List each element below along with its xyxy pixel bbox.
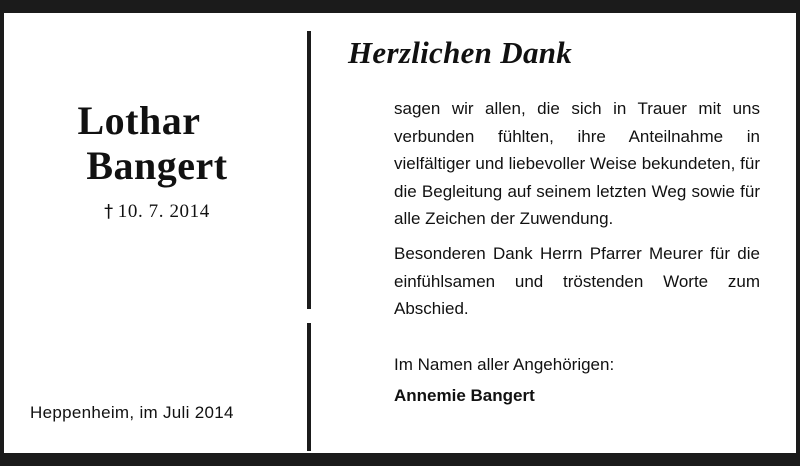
signature: Annemie Bangert: [394, 385, 535, 405]
left-column: [4, 13, 304, 453]
deceased-last-name: Bangert: [86, 142, 228, 188]
death-date-value: 10. 7. 2014: [117, 201, 210, 222]
closing-line: Im Namen aller Angehörigen:: [394, 355, 615, 374]
deceased-first-name: Lothar: [77, 98, 201, 143]
deceased-name: [4, 99, 274, 189]
right-column: [330, 13, 760, 453]
obituary-inner: [4, 13, 796, 453]
place-and-date: Heppenheim, im Juli 2014: [30, 403, 234, 422]
page-title: Herzlichen Dank: [348, 35, 573, 70]
vertical-divider-bottom: [307, 323, 311, 451]
thanks-paragraph-2: Besonderen Dank Herrn Pfarrer Meurer für die einfühlsamen und tröstenden Worte zum Abschied.: [394, 244, 760, 319]
cross-icon: †: [104, 201, 114, 222]
death-date: [4, 201, 292, 223]
vertical-divider-top: [307, 31, 311, 309]
thanks-paragraph-1: sagen wir allen, die sich in Trauer mit uns verbunden fühlten, ihre Anteilnahme in vielfältiger und liebevoller Weise bekundeten, für die Begleitung auf seinem letzten Weg sowie für alle Zeichen der Zuwendung.: [394, 99, 760, 229]
closing-block: [394, 351, 760, 409]
